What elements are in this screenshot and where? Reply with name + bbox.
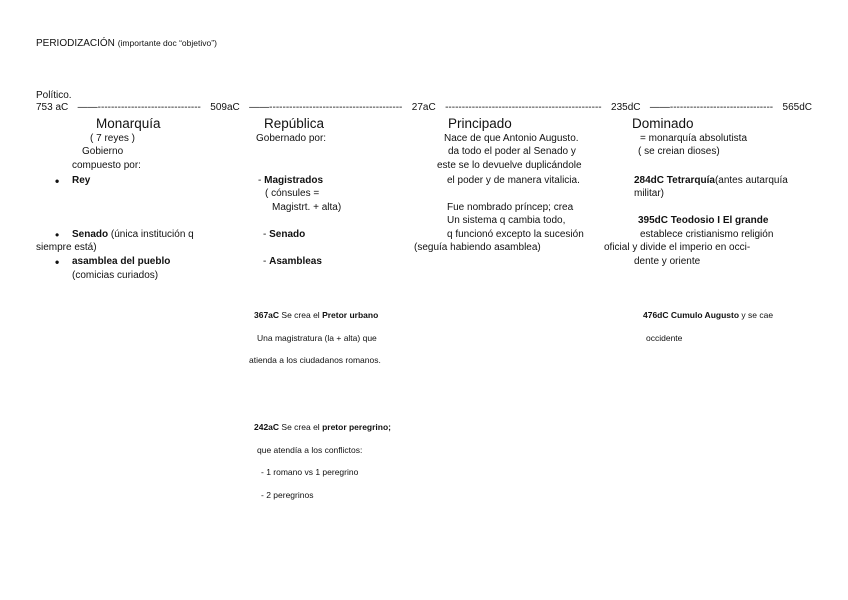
event-bold: pretor peregrino;	[322, 422, 392, 432]
event-text: Se crea el	[279, 422, 323, 432]
dash: -	[263, 229, 270, 240]
principado-line: Nace de que Antonio Augusto.	[444, 133, 579, 144]
dominado-line: militar)	[634, 188, 664, 199]
asambleas-label: Asambleas	[269, 256, 322, 267]
event-line: - 1 romano vs 1 peregrino	[261, 467, 359, 477]
event-year: 367aC	[254, 310, 280, 320]
dominado-line: oficial y divide el imperio en occi-	[604, 242, 751, 253]
event-text: (antes autarquía	[714, 175, 788, 186]
monarquia-bullet-senado	[72, 229, 194, 241]
republica-title: República	[264, 116, 325, 131]
timeline-dashes: ——----------------------------------------	[249, 102, 403, 113]
title-note: (importante doc “objetivo”)	[117, 38, 217, 48]
event-476dc	[643, 310, 773, 320]
dominado-line: ( se creian dioses)	[638, 146, 720, 157]
republica-line: Magistrt. + alta)	[272, 202, 342, 213]
timeline-dashes: -----------------------------------------------	[445, 102, 602, 113]
senado-note: (única institución q	[108, 229, 194, 240]
dominado-line: = monarquía absolutista	[640, 133, 748, 144]
title-text: PERIODIZACIÓN	[36, 38, 115, 49]
event-year: 242aC	[254, 422, 280, 432]
principado-line: este se lo devuelve duplicándole	[437, 160, 582, 171]
principado-title: Principado	[448, 116, 512, 131]
republica-senado	[263, 229, 305, 241]
monarquia-line: Gobierno	[82, 146, 124, 157]
monarquia-asamblea-cont: (comicias curiados)	[72, 270, 159, 281]
principado-line: da todo el poder al Senado y	[448, 146, 576, 157]
principado-line: el poder y de manera vitalicia.	[447, 175, 580, 186]
magistrados-label: Magistrados	[264, 175, 324, 186]
republica-asambleas	[263, 256, 322, 268]
monarquia-line: ( 7 reyes )	[90, 133, 136, 144]
event-line: occidente	[646, 333, 683, 343]
event-line: Una magistratura (la + alta) que	[257, 333, 377, 343]
event-text: Se crea el	[279, 310, 323, 320]
event-line: - 2 peregrinos	[261, 490, 314, 500]
timeline	[36, 102, 812, 114]
dash: -	[258, 175, 265, 186]
event-text: y se cae	[739, 310, 774, 320]
timeline-label: 753 aC	[36, 102, 69, 113]
event-bold: 476dC Cumulo Augusto	[643, 310, 740, 320]
monarquia-line: compuesto por:	[72, 160, 141, 171]
monarquia-bullet-asamblea: • asamblea del pueblo	[72, 256, 170, 268]
event-line: que atendía a los conflictos:	[257, 445, 363, 455]
senado-label: Senado	[269, 229, 306, 240]
principado-line: q funcionó excepto la sucesión	[447, 229, 584, 240]
event-242ac	[254, 422, 391, 432]
timeline-label: 27aC	[411, 102, 436, 113]
principado-line: Un sistema q cambia todo,	[447, 215, 566, 226]
dominado-title: Dominado	[632, 116, 694, 131]
timeline-dashes: ——-------------------------------	[77, 102, 201, 113]
timeline-label: 565dC	[782, 102, 812, 113]
monarquia-bullet-rey: • Rey	[72, 175, 90, 187]
dominado-line: establece cristianismo religión	[640, 229, 774, 240]
dominado-line: dente y oriente	[634, 256, 701, 267]
monarquia-title: Monarquía	[96, 116, 161, 131]
event-bold: 284dC Tetrarquía	[634, 175, 715, 186]
principado-line: (seguía habiendo asamblea)	[414, 242, 541, 253]
event-367ac	[254, 310, 378, 320]
event-line: atienda a los ciudadanos romanos.	[249, 355, 381, 365]
page-title	[36, 38, 217, 50]
event-bold: Pretor urbano	[322, 310, 379, 320]
senado-label: Senado	[72, 229, 109, 240]
dominado-tetrarquia	[634, 175, 788, 187]
republica-line: ( cónsules =	[265, 188, 320, 199]
timeline-label: 509aC	[210, 102, 240, 113]
republica-line: Gobernado por:	[256, 133, 327, 144]
section-label: Político.	[36, 90, 72, 101]
dominado-teodosio: 395dC Teodosio I El grande	[638, 215, 769, 226]
republica-magistrados	[258, 175, 323, 187]
principado-line: Fue nombrado príncep; crea	[447, 202, 574, 213]
timeline-label: 235dC	[611, 102, 641, 113]
monarquia-senado-cont: siempre está)	[36, 242, 97, 253]
dash: -	[263, 256, 270, 267]
timeline-dashes: ——-------------------------------	[649, 102, 774, 113]
